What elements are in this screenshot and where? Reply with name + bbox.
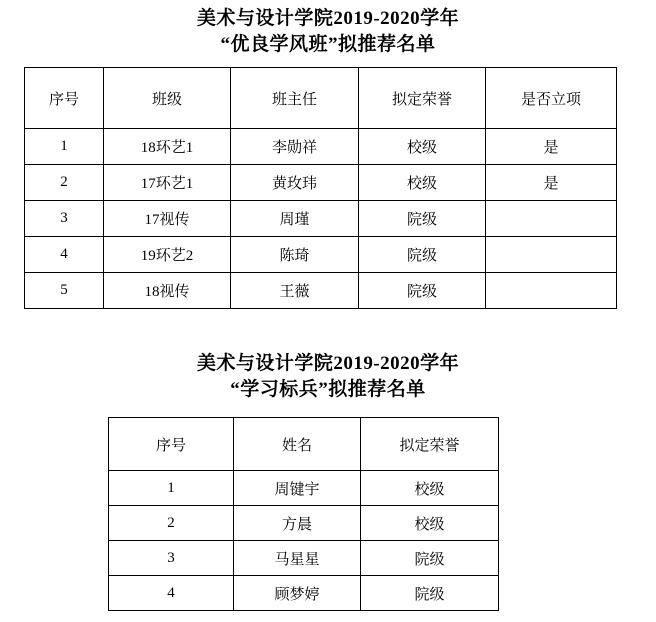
table-cell: 4 [109, 576, 234, 611]
list1-title-line2: “优良学风班”拟推荐名单 [220, 34, 436, 55]
table-cell: 校级 [361, 506, 499, 541]
study-model-table [108, 417, 499, 611]
table-row [25, 129, 617, 165]
table-cell: 4 [25, 237, 104, 273]
table-cell [486, 201, 617, 237]
table-cell: 17环艺1 [104, 165, 231, 201]
table-header-row [109, 418, 499, 471]
table-row [109, 471, 499, 506]
column-header-index: 序号 [109, 418, 234, 471]
table-cell: 校级 [359, 129, 486, 165]
table-cell: 是 [486, 165, 617, 201]
table-cell: 陈琦 [231, 237, 359, 273]
table-cell: 18视传 [104, 273, 231, 309]
table-header-row [25, 68, 617, 129]
table-cell: 院级 [361, 576, 499, 611]
table-cell: 校级 [359, 165, 486, 201]
column-header-approved: 是否立项 [486, 68, 617, 129]
table-cell: 周瑾 [231, 201, 359, 237]
table-cell: 顾梦婷 [234, 576, 361, 611]
table-cell: 周键宇 [234, 471, 361, 506]
table-row [25, 237, 617, 273]
column-header-honor: 拟定荣誉 [359, 68, 486, 129]
table-cell: 19环艺2 [104, 237, 231, 273]
table-cell: 黄玫玮 [231, 165, 359, 201]
table-cell: 18环艺1 [104, 129, 231, 165]
table-cell: 校级 [361, 471, 499, 506]
table-cell: 2 [109, 506, 234, 541]
table-cell [486, 237, 617, 273]
column-header-class: 班级 [104, 68, 231, 129]
column-header-index: 序号 [25, 68, 104, 129]
table-cell: 3 [25, 201, 104, 237]
list2-title [0, 351, 656, 403]
table-cell: 方晨 [234, 506, 361, 541]
list2-title-line2: “学习标兵”拟推荐名单 [230, 379, 426, 400]
table-cell: 李勋祥 [231, 129, 359, 165]
table-cell: 1 [25, 129, 104, 165]
table-cell: 院级 [359, 201, 486, 237]
table-cell: 是 [486, 129, 617, 165]
table-cell: 王薇 [231, 273, 359, 309]
column-header-name: 姓名 [234, 418, 361, 471]
table-cell: 院级 [359, 273, 486, 309]
table-row [109, 506, 499, 541]
table-cell: 院级 [359, 237, 486, 273]
table-cell: 2 [25, 165, 104, 201]
table-cell: 3 [109, 541, 234, 576]
table-cell: 院级 [361, 541, 499, 576]
table-cell: 17视传 [104, 201, 231, 237]
table-cell: 马星星 [234, 541, 361, 576]
table-row [25, 273, 617, 309]
table-cell: 5 [25, 273, 104, 309]
table-row [25, 165, 617, 201]
excellent-class-table [24, 67, 617, 309]
table-cell [486, 273, 617, 309]
list1-title [0, 0, 656, 58]
table-row [109, 541, 499, 576]
table-row [109, 576, 499, 611]
table-cell: 1 [109, 471, 234, 506]
column-header-honor: 拟定荣誉 [361, 418, 499, 471]
list1-title-line1: 美术与设计学院2019-2020学年 [196, 8, 460, 29]
list2-title-line1: 美术与设计学院2019-2020学年 [196, 353, 460, 374]
table-row [25, 201, 617, 237]
column-header-teacher: 班主任 [231, 68, 359, 129]
